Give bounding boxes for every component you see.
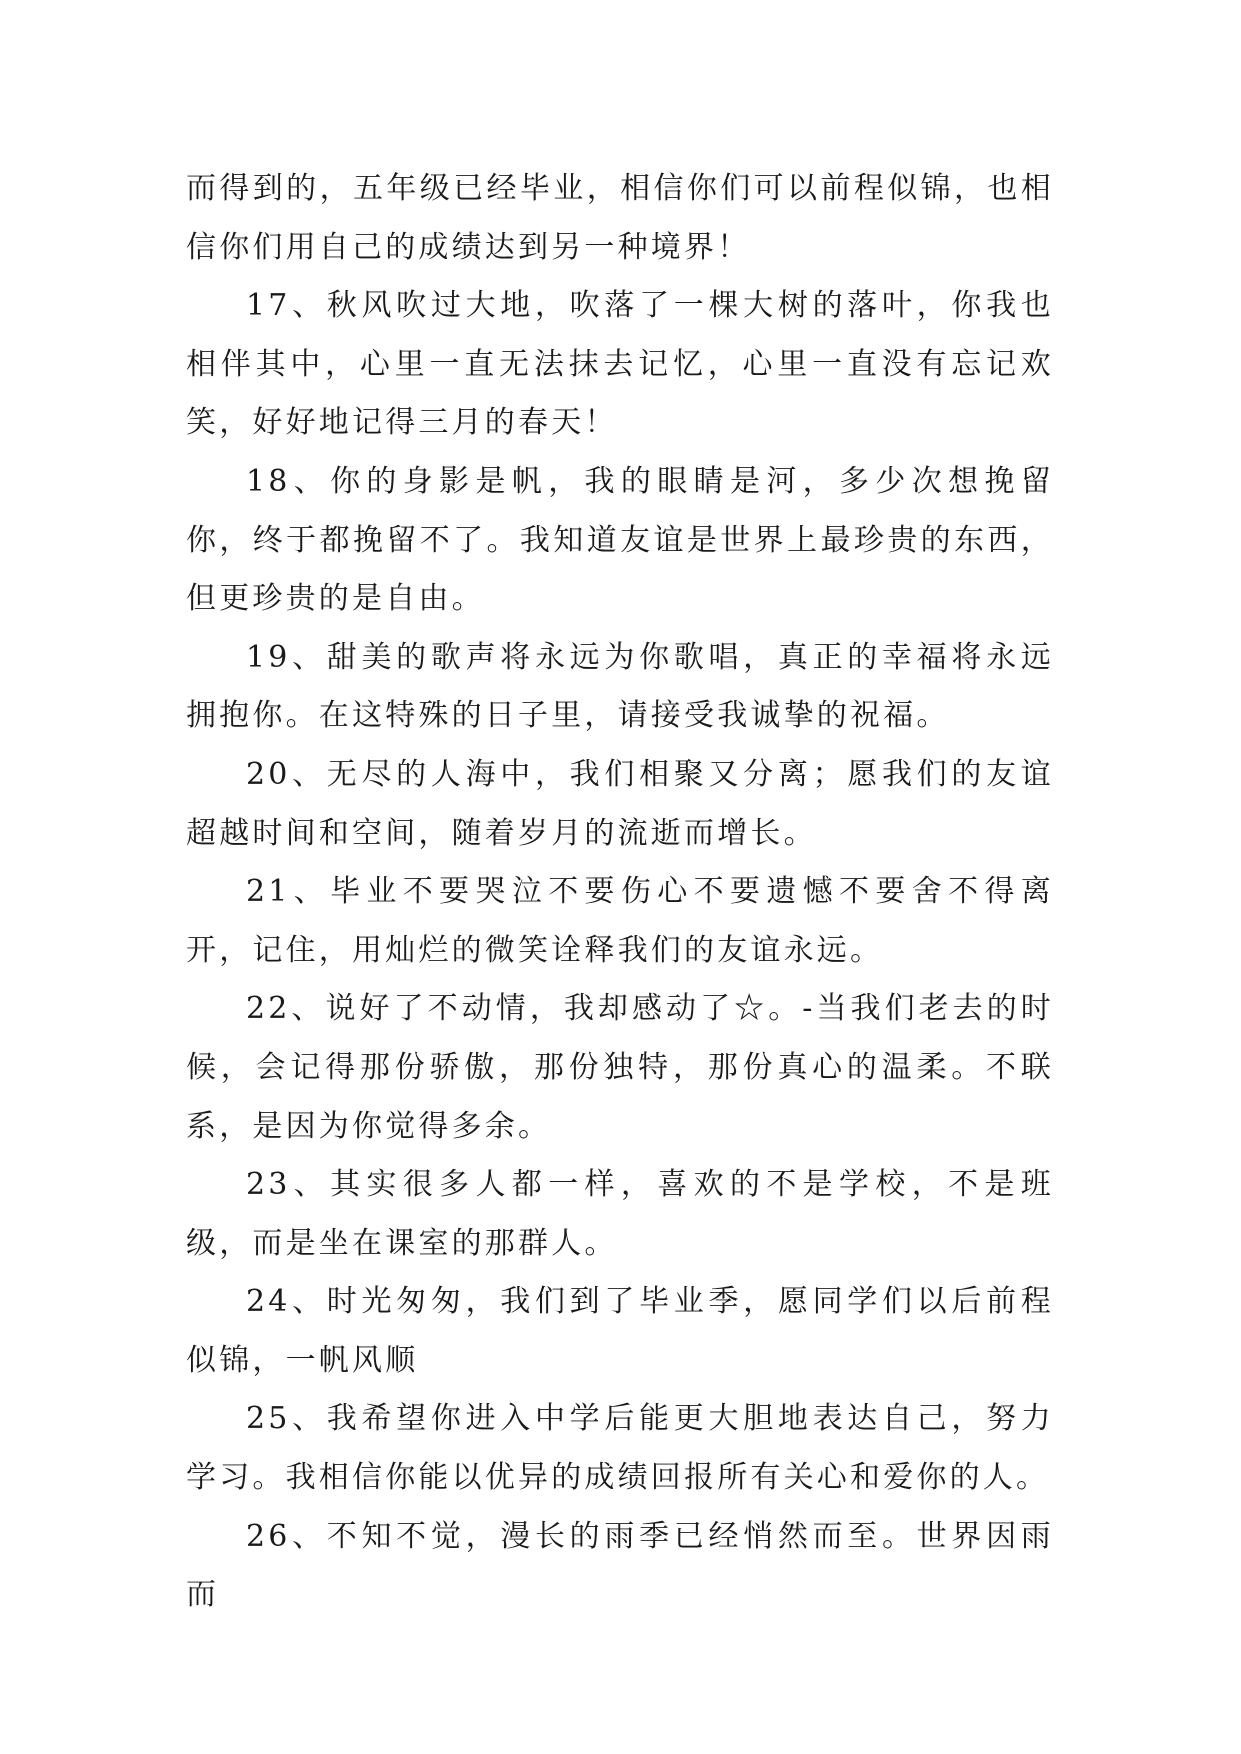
paragraph-17: 17、秋风吹过大地，吹落了一棵大树的落叶，你我也相伴其中，心里一直无法抹去记忆，心里一直没有忘记欢笑，好好地记得三月的春天！ — [186, 288, 1054, 441]
paragraph-26: 26、不知不觉，漫长的雨季已经悄然而至。世界因雨而 — [186, 1518, 1054, 1613]
paragraph-19: 19、甜美的歌声将永远为你歌唱，真正的幸福将永远拥抱你。在这特殊的日子里，请接受我诚挚的祝福。 — [186, 639, 1054, 734]
paragraph-16-continued: 而得到的，五年级已经毕业，相信你们可以前程似锦，也相信你们用自己的成绩达到另一种境界！ — [186, 171, 1054, 265]
paragraph-18: 18、你的身影是帆，我的眼睛是河，多少次想挽留你，终于都挽留不了。我知道友谊是世界上最珍贵的东西，但更珍贵的是自由。 — [186, 463, 1054, 617]
document-body — [186, 160, 1054, 1625]
paragraph-23: 23、其实很多人都一样，喜欢的不是学校，不是班级，而是坐在课室的那群人。 — [186, 1167, 1054, 1261]
paragraph-22: 22、说好了不动情，我却感动了☆。-当我们老去的时候，会记得那份骄傲，那份独特，那份真心的温柔。不联系，是因为你觉得多余。 — [186, 991, 1054, 1144]
paragraph-21: 21、毕业不要哭泣不要伤心不要遗憾不要舍不得离开，记住，用灿烂的微笑诠释我们的友谊永远。 — [186, 874, 1054, 968]
paragraph-20: 20、无尽的人海中，我们相聚又分离；愿我们的友谊超越时间和空间，随着岁月的流逝而增长。 — [186, 756, 1054, 851]
paragraph-25: 25、我希望你进入中学后能更大胆地表达自己，努力学习。我相信你能以优异的成绩回报所有关心和爱你的人。 — [186, 1401, 1054, 1496]
paragraph-24: 24、时光匆匆，我们到了毕业季，愿同学们以后前程似锦，一帆风顺 — [186, 1284, 1054, 1378]
